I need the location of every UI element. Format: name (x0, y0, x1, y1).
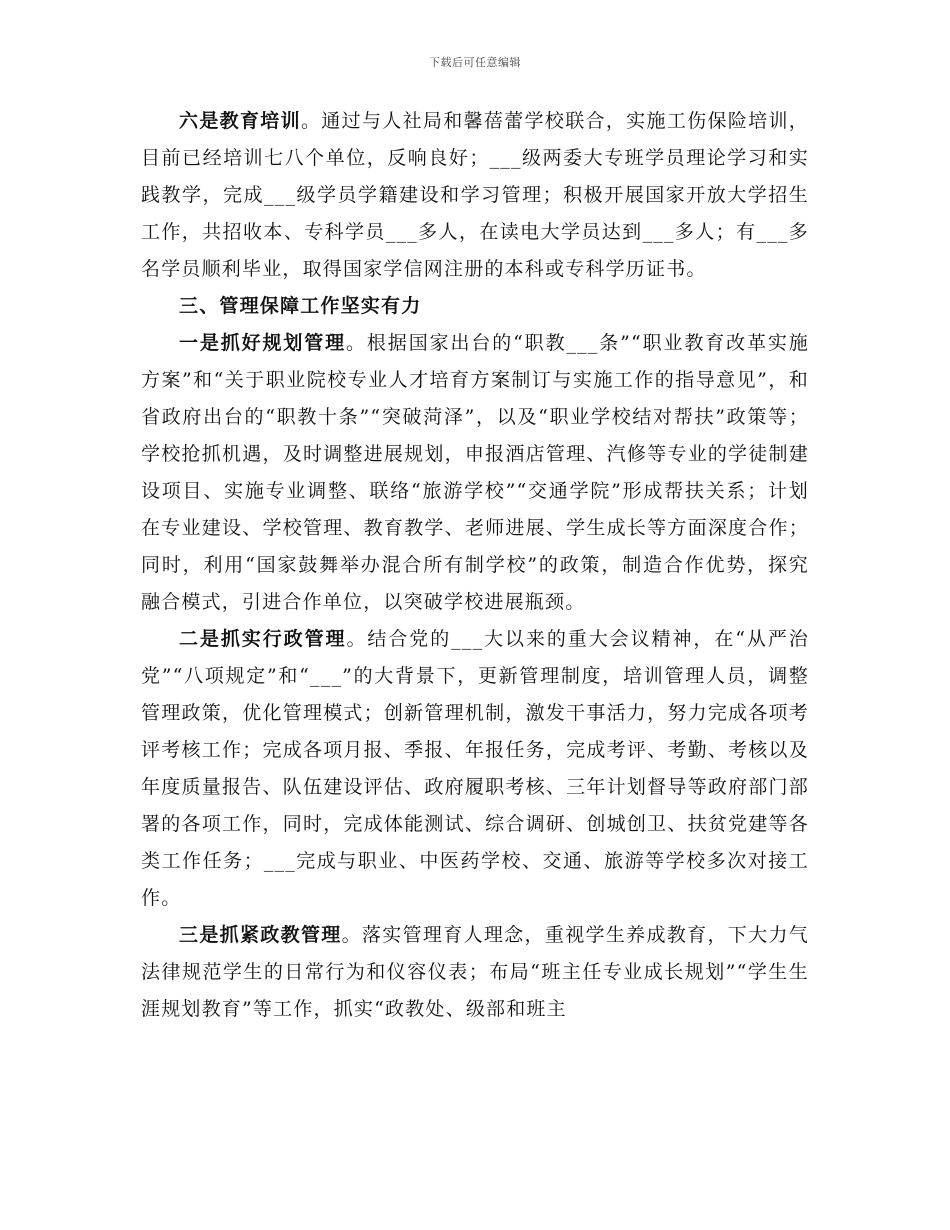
paragraph-lead: 二是抓实行政管理 (179, 628, 347, 650)
paragraph-text: 。通过与人社局和馨蓓蕾学校联合，实施工伤保险培训，目前已经培训七八个单位，反响良好；___级两委大专班学员理论学习和实践教学，完成___级学员学籍建设和学习管理；积极开展国家开放大学招生工作，共招收本、专科学员___多人，在读电大学员达到___多人；有___多名学员顺利毕业，取得国家学信网注册的本科或专科学历证书。 (141, 110, 809, 280)
paragraph-text: 。根据国家出台的“职教___条”“职业教育改革实施方案”和“关于职业院校专业人才培育方案制订与实施工作的指导意见”，和省政府出台的“职教十条”“突破菏泽”，以及“职业学校结对帮扶”政策等；学校抢抓机遇，及时调整进展规划，申报酒店管理、汽修等专业的学徒制建设项目、实施专业调整、联络“旅游学校”“交通学院”形成帮扶关系；计划在专业建设、学校管理、教育教学、老师进展、学生成长等方面深度合作；同时，利用“国家鼓舞举办混合所有制学校”的政策，制造合作优势，探究融合模式，引进合作单位，以突破学校进展瓶颈。 (141, 332, 809, 613)
page-header: 下载后可任意编辑 (429, 56, 521, 69)
paragraph-planning-management (141, 325, 809, 621)
paragraph-lead: 三是抓紧政教管理 (179, 924, 342, 946)
section-heading: 三、管理保障工作坚实有力 (179, 295, 422, 317)
paragraph-education-training (141, 103, 809, 288)
paragraph-lead: 六是教育培训 (179, 110, 301, 132)
paragraph-text: 。落实管理育人理念，重视学生养成教育，下大力气法律规范学生的日常行为和仪容仪表；布局“班主任专业成长规划”“学生生涯规划教育”等工作，抓实“政教处、级部和班主 (141, 924, 809, 1020)
paragraph-text: 。结合党的___大以来的重大会议精神，在“从严治党”“八项规定”和“___”的大背景下，更新管理制度，培训管理人员，调整管理政策，优化管理模式；创新管理机制，激发干事活力，努力完成各项考评考核工作；完成各项月报、季报、年报任务，完成考评、考勤、考核以及年度质量报告、队伍建设评估、政府履职考核、三年计划督导等政府部门部署的各项工作，同时，完成体能测试、综合调研、创城创卫、扶贫党建等各类工作任务；___完成与职业、中医药学校、交通、旅游等学校多次对接工作。 (141, 628, 809, 909)
paragraph-lead: 一是抓好规划管理 (179, 332, 347, 354)
paragraph-administrative-management (141, 621, 809, 917)
paragraph-student-affairs-management (141, 917, 809, 1028)
document-body (141, 103, 809, 1028)
